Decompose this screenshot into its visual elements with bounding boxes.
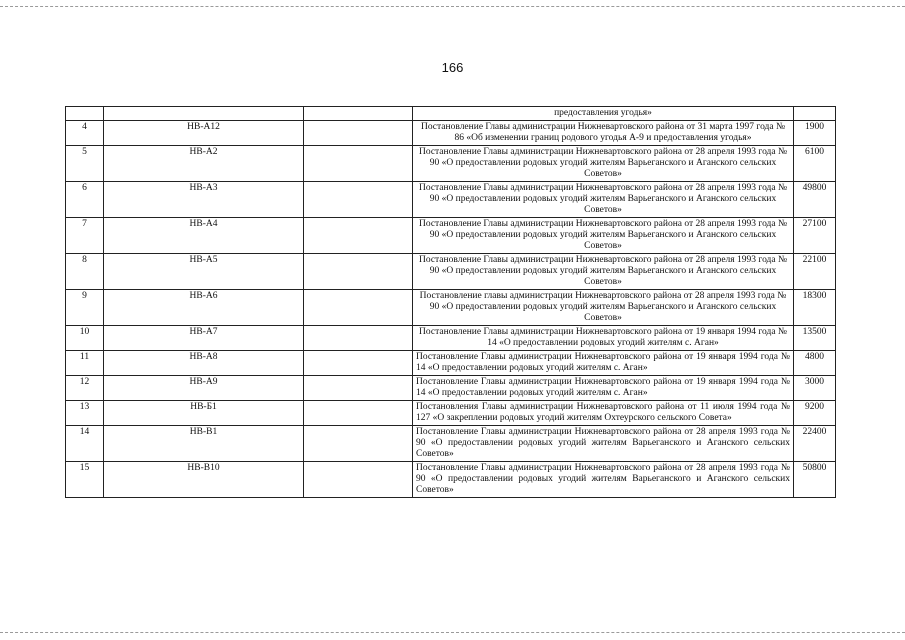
cell-desc: Постановление Главы администрации Нижневартовского района от 28 апреля 1993 года № 90 «О предоставлении родовых угодий жителям Варьеганского и Аганского сельских Советов»: [413, 146, 794, 182]
cell-code: НВ-А6: [104, 290, 304, 326]
table-row: [66, 462, 836, 498]
cell-empty: [304, 218, 413, 254]
cell-code: НВ-А8: [104, 351, 304, 376]
cell-num: 13: [66, 401, 104, 426]
cell-desc: Постановление Главы администрации Нижневартовского района от 19 января 1994 года № 14 «О предоставлении родовых угодий жителям с. Аган»: [413, 376, 794, 401]
cell-area: 18300: [794, 290, 836, 326]
table-row: [66, 121, 836, 146]
cell-code: НВ-Б1: [104, 401, 304, 426]
cell-num: 4: [66, 121, 104, 146]
cell-area: 3000: [794, 376, 836, 401]
cell-empty: [304, 376, 413, 401]
cell-desc: Постановление Главы администрации Нижневартовского района от 28 апреля 1993 года № 90 «О предоставлении родовых угодий жителям Варьеганского и Аганского сельских Советов»: [413, 182, 794, 218]
table-row: [66, 146, 836, 182]
scan-edge-top: [0, 6, 905, 7]
cell-empty: [304, 351, 413, 376]
cell-num: 9: [66, 290, 104, 326]
cell-code: [104, 107, 304, 121]
cell-area: 1900: [794, 121, 836, 146]
cell-desc: Постановление Главы администрации Нижневартовского района от 31 марта 1997 года № 86 «Об изменении границ родового угодья А-9 и предоставления угодья»: [413, 121, 794, 146]
table-row: [66, 401, 836, 426]
cell-desc: Постановление Главы администрации Нижневартовского района от 28 апреля 1993 года № 90 «О предоставлении родовых угодий жителям Варьеганского и Аганского сельских Советов»: [413, 462, 794, 498]
table-row: [66, 376, 836, 401]
cell-desc: Постановление Главы администрации Нижневартовского района от 28 апреля 1993 года № 90 «О предоставлении родовых угодий жителям Варьеганского и Аганского сельских Советов»: [413, 426, 794, 462]
cell-area: 22100: [794, 254, 836, 290]
cell-num: 14: [66, 426, 104, 462]
cell-empty: [304, 182, 413, 218]
cell-num: 12: [66, 376, 104, 401]
cell-code: НВ-А4: [104, 218, 304, 254]
cell-num: 8: [66, 254, 104, 290]
cell-empty: [304, 326, 413, 351]
cell-empty: [304, 401, 413, 426]
cell-desc: Постановление Главы администрации Нижневартовского района от 28 апреля 1993 года № 90 «О предоставлении родовых угодий жителям Варьеганского и Аганского сельских Советов»: [413, 218, 794, 254]
cell-code: НВ-В10: [104, 462, 304, 498]
cell-area: 49800: [794, 182, 836, 218]
page-number: 166: [441, 60, 464, 75]
cell-desc: Постановление Главы администрации Нижневартовского района от 28 апреля 1993 года № 90 «О предоставлении родовых угодий жителям Варьеганского и Аганского сельских Советов»: [413, 254, 794, 290]
cell-code: НВ-А3: [104, 182, 304, 218]
land-plots-table: [65, 106, 836, 498]
table-row: [66, 254, 836, 290]
cell-desc: Постановление Главы администрации Нижневартовского района от 19 января 1994 года № 14 «О предоставлении родовых угодий жителям с. Аган»: [413, 351, 794, 376]
table-row: [66, 326, 836, 351]
cell-empty: [304, 107, 413, 121]
table-row: [66, 426, 836, 462]
cell-empty: [304, 254, 413, 290]
cell-empty: [304, 290, 413, 326]
cell-area: 22400: [794, 426, 836, 462]
cell-code: НВ-В1: [104, 426, 304, 462]
cell-code: НВ-А12: [104, 121, 304, 146]
cell-desc: Постановление главы администрации Нижневартовского района от 28 апреля 1993 года № 90 «О предоставлении родовых угодий жителям Варьеганского и Аганского сельских Советов»: [413, 290, 794, 326]
cell-num: 11: [66, 351, 104, 376]
cell-code: НВ-А2: [104, 146, 304, 182]
cell-num: [66, 107, 104, 121]
cell-area: 6100: [794, 146, 836, 182]
cell-code: НВ-А5: [104, 254, 304, 290]
cell-area: 50800: [794, 462, 836, 498]
cell-desc: Постановления Главы администрации Нижневартовского района от 11 июля 1994 года № 127 «О закреплении родовых угодий жителям Охтеурского сельского Совета»: [413, 401, 794, 426]
continuation-row: [66, 107, 836, 121]
cell-empty: [304, 121, 413, 146]
cell-area: 4800: [794, 351, 836, 376]
cell-num: 10: [66, 326, 104, 351]
cell-desc: Постановление Главы администрации Нижневартовского района от 19 января 1994 года № 14 «О предоставлении родовых угодий жителям с. Аган»: [413, 326, 794, 351]
cell-code: НВ-А9: [104, 376, 304, 401]
cell-num: 5: [66, 146, 104, 182]
table-row: [66, 182, 836, 218]
table-row: [66, 290, 836, 326]
cell-empty: [304, 426, 413, 462]
cell-num: 15: [66, 462, 104, 498]
table-row: [66, 351, 836, 376]
cell-area: 27100: [794, 218, 836, 254]
table-row: [66, 218, 836, 254]
cell-area: 9200: [794, 401, 836, 426]
cell-empty: [304, 146, 413, 182]
scan-edge-bottom: [0, 632, 905, 633]
cell-area: [794, 107, 836, 121]
cell-num: 6: [66, 182, 104, 218]
cell-empty: [304, 462, 413, 498]
cell-area: 13500: [794, 326, 836, 351]
cell-code: НВ-А7: [104, 326, 304, 351]
cell-desc: предоставления угодья»: [413, 107, 794, 121]
cell-num: 7: [66, 218, 104, 254]
